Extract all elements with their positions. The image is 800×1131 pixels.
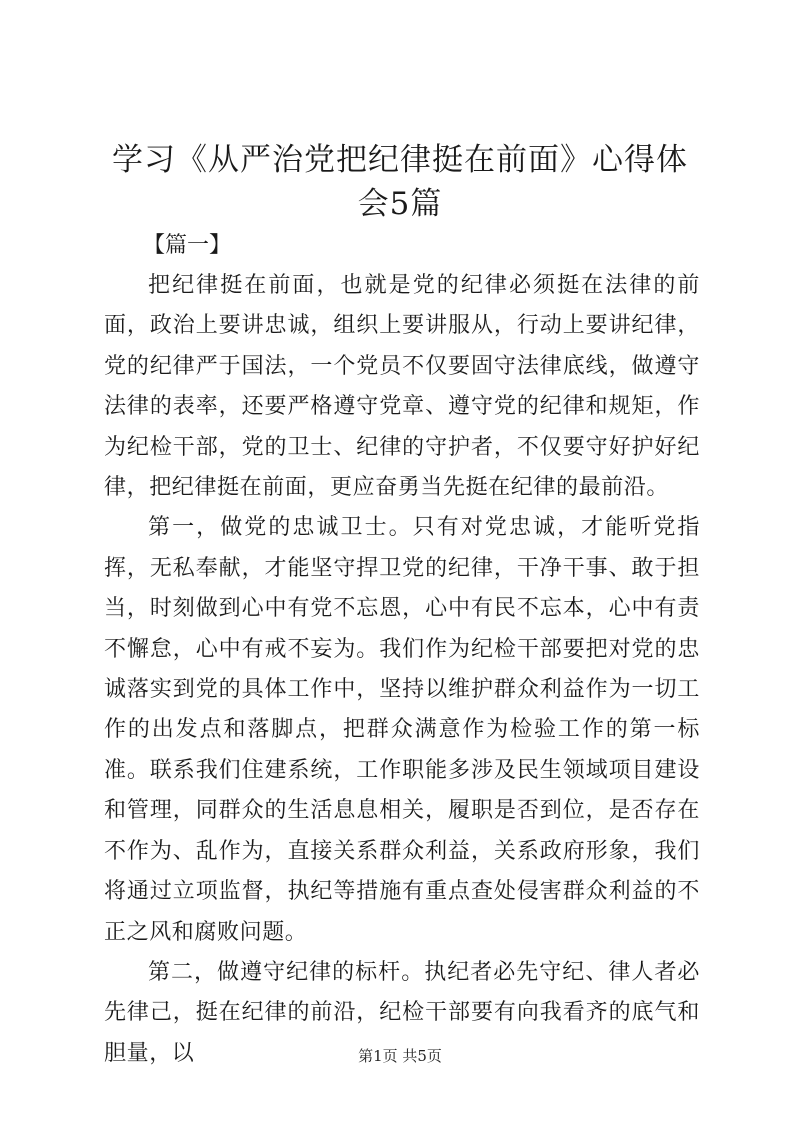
document-title: 学习《从严治党把纪律挺在前面》心得体会5篇: [112, 142, 688, 222]
page-footer: 第1页 共5页: [358, 1047, 442, 1065]
paragraph: 第二，做遵守纪律的标杆。执纪者必先守纪、律人者必先律己，挺在纪律的前沿，纪检干部要有向我看齐的底气和胆量，以: [104, 959, 700, 1066]
section-label: 【篇一】: [143, 233, 232, 258]
paragraph: 把纪律挺在前面，也就是党的纪律必须挺在法律的前面，政治上要讲忠诚，组织上要讲服从，行动上要讲纪律，党的纪律严于国法，一个党员不仅要固守法律底线，做遵守法律的表率，还要严格遵守党章、遵守党的纪律和规矩，作为纪检干部，党的卫士、纪律的守护者，不仅要守好护好纪律，把纪律挺在前面，更应奋勇当先挺在纪律的最前沿。: [104, 273, 700, 501]
document-body: [104, 266, 700, 1074]
paragraph: 第一，做党的忠诚卫士。只有对党忠诚，才能听党指挥，无私奉献，才能坚守捍卫党的纪律，干净干事、敢于担当，时刻做到心中有党不忘恩，心中有民不忘本，心中有责不懈怠，心中有戒不妄为。我们作为纪检干部要把对党的忠诚落实到党的具体工作中，坚持以维护群众利益作为一切工作的出发点和落脚点，把群众满意作为检验工作的第一标准。联系我们住建系统，工作职能多涉及民生领域项目建设和管理，同群众的生活息息相关，履职是否到位，是否存在不作为、乱作为，直接关系群众利益，关系政府形象，我们将通过立项监督，执纪等措施有重点查处侵害群众利益的不正之风和腐败问题。: [104, 515, 700, 945]
